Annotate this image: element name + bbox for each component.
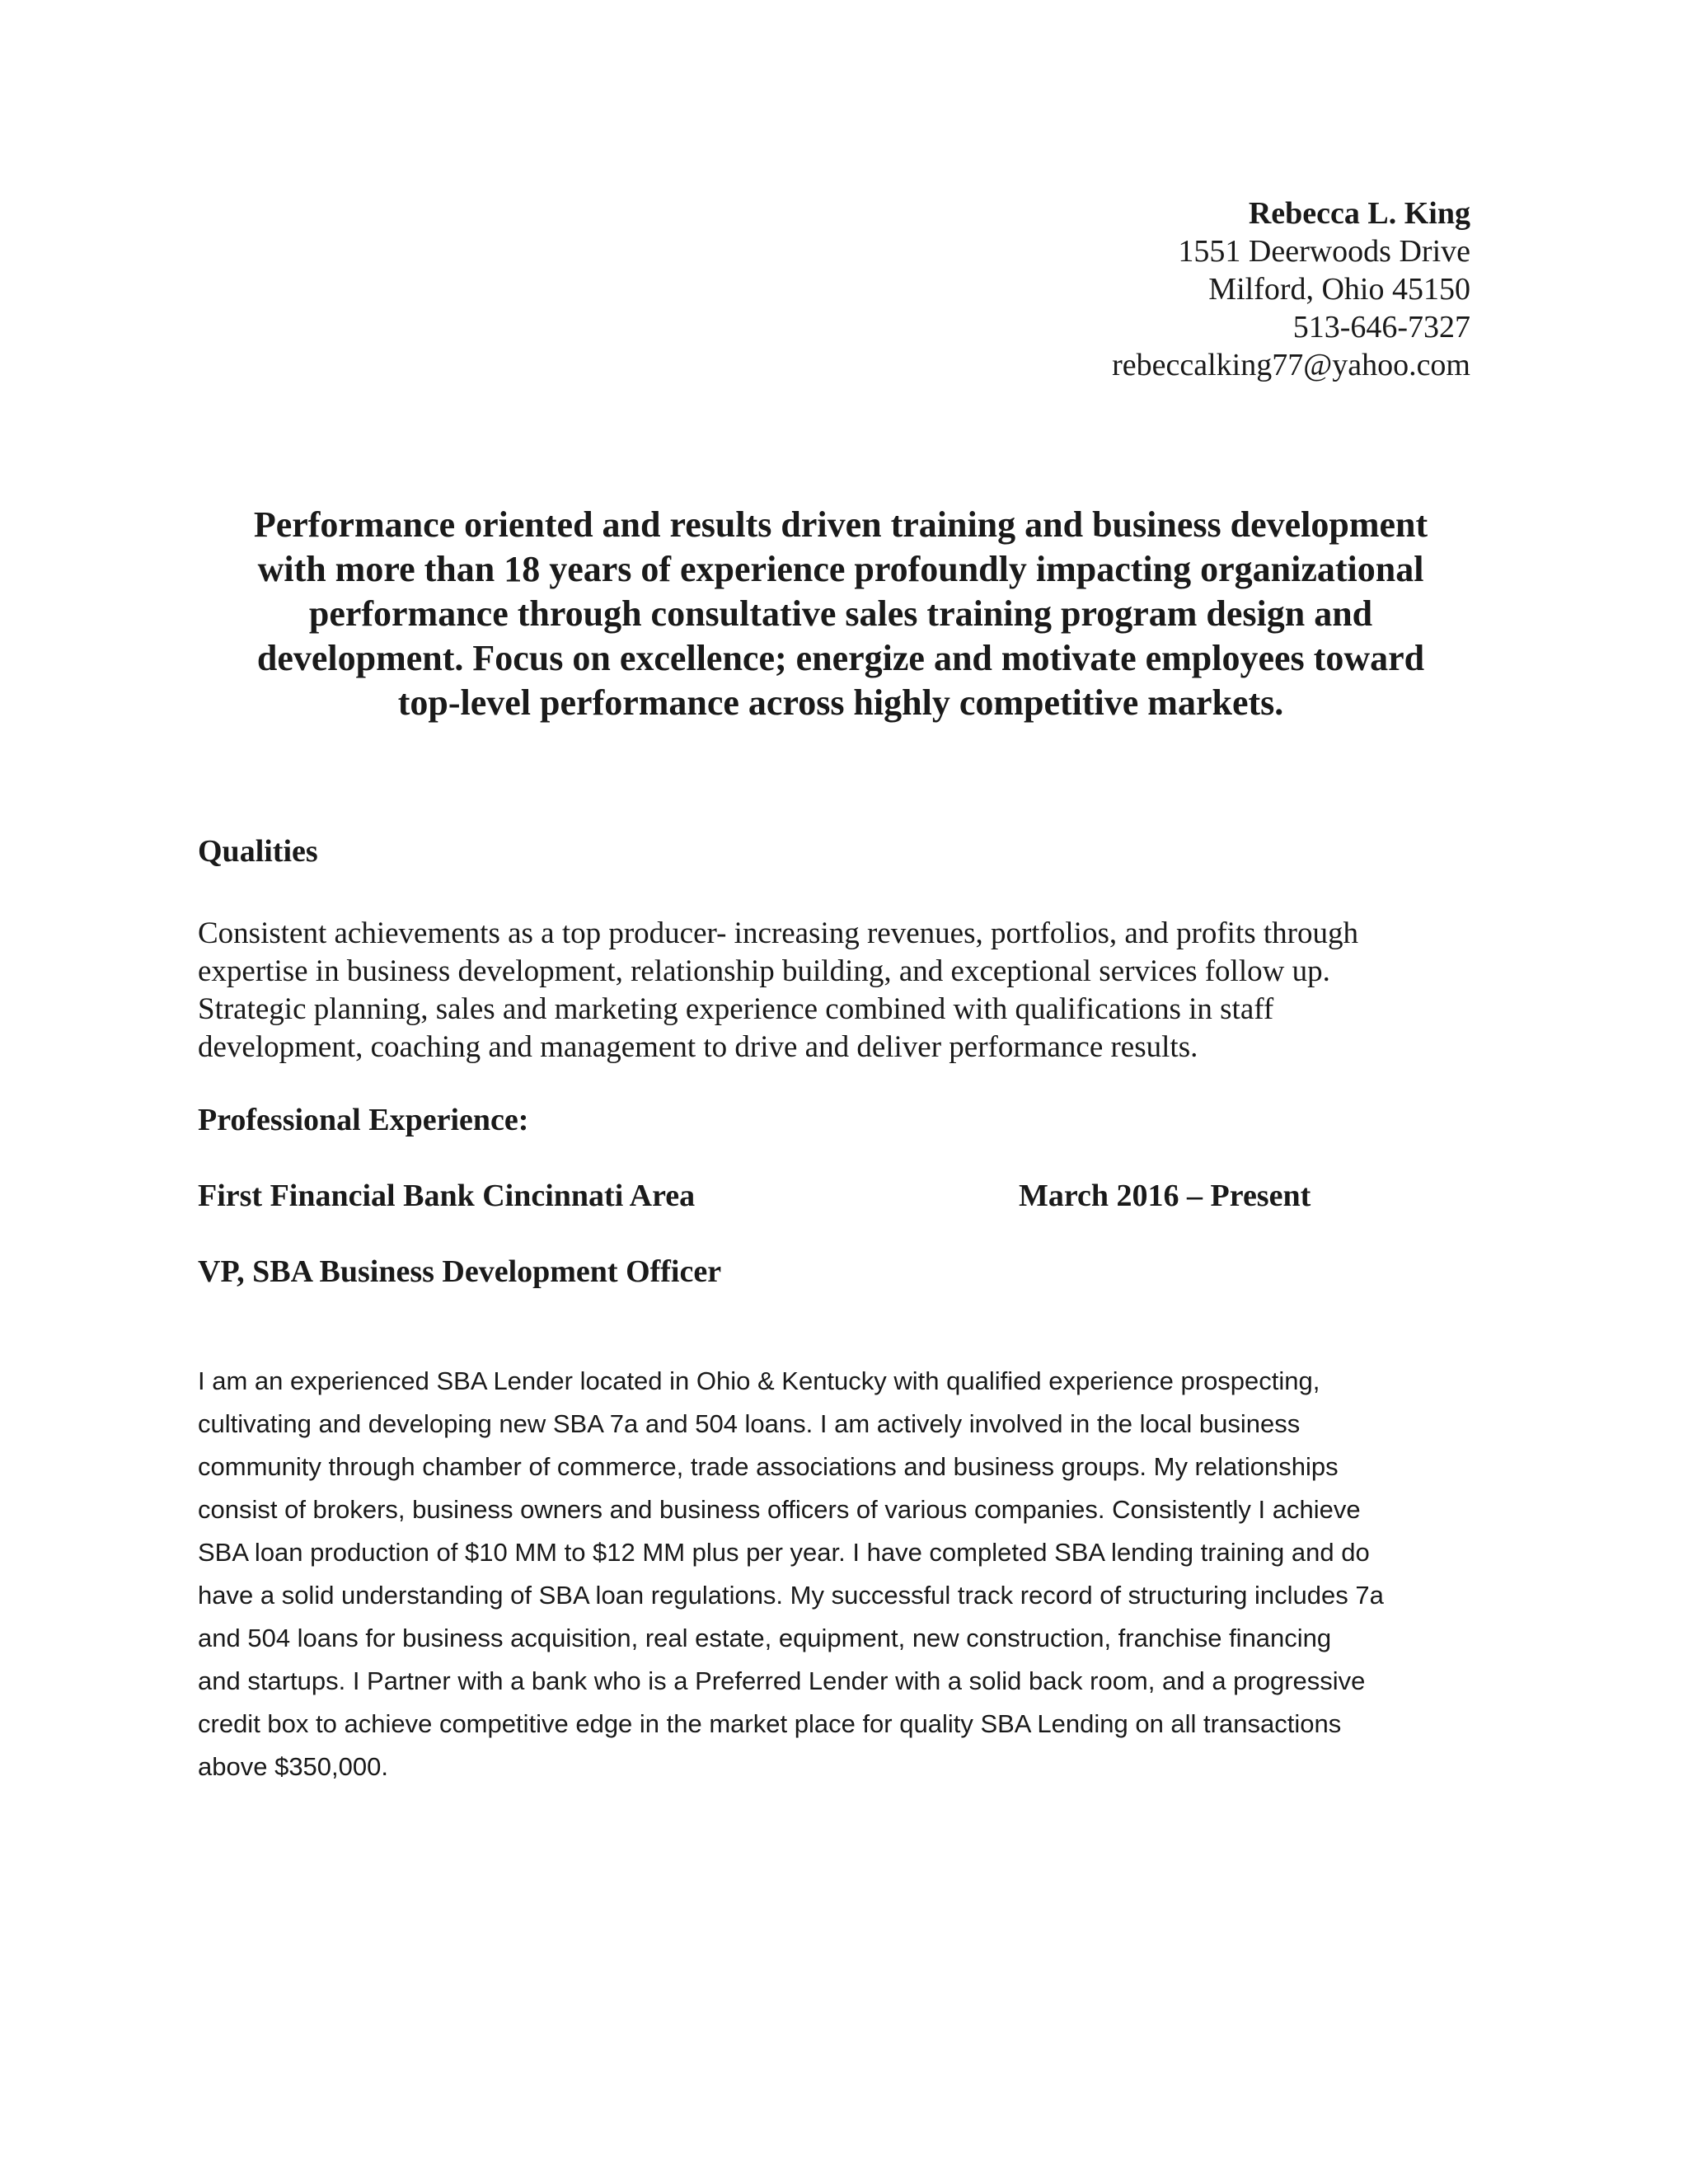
contact-street: 1551 Deerwoods Drive: [1178, 234, 1470, 269]
summary-line: performance through consultative sales training program design and: [308, 593, 1373, 634]
qualities-body: [198, 915, 1451, 1066]
contact-city-state-zip: Milford, Ohio 45150: [1208, 272, 1470, 307]
job-title: VP, SBA Business Development Officer: [198, 1254, 722, 1289]
summary-line: development. Focus on excellence; energize and motivate employees toward: [256, 638, 1425, 678]
description-line: and startups. I Partner with a bank who is a Preferred Lender with a solid back room, and a progressive: [198, 1666, 1366, 1695]
description-line: SBA loan production of $10 MM to $12 MM plus per year. I have completed SBA lending training and do: [198, 1538, 1370, 1567]
summary-line: with more than 18 years of experience profoundly impacting organizational: [257, 549, 1424, 589]
company-name: First Financial Bank Cincinnati Area: [198, 1179, 696, 1213]
qualities-line: Strategic planning, sales and marketing experience combined with qualifications in staff: [198, 992, 1274, 1026]
qualities-line: development, coaching and management to drive and deliver performance results.: [198, 1030, 1198, 1064]
contact-name: Rebecca L. King: [1248, 196, 1470, 231]
contact-phone: 513-646-7327: [1292, 310, 1470, 344]
description-line: consist of brokers, business owners and business officers of various companies. Consistently I achieve: [198, 1495, 1361, 1524]
job-description: [198, 1360, 1484, 1788]
summary-line: Performance oriented and results driven training and business development: [253, 504, 1428, 545]
contact-block: [1112, 194, 1470, 384]
description-line: credit box to achieve competitive edge in the market place for quality SBA Lending on all transactions: [198, 1709, 1342, 1738]
description-line: community through chamber of commerce, trade associations and business groups. My relationships: [198, 1452, 1339, 1481]
description-line: cultivating and developing new SBA 7a and 504 loans. I am actively involved in the local business: [198, 1409, 1301, 1438]
employment-dates: March 2016 – Present: [1019, 1179, 1311, 1213]
qualities-heading: Qualities: [198, 834, 318, 869]
summary-headline: [198, 503, 1484, 725]
experience-heading: Professional Experience:: [198, 1103, 529, 1137]
summary-line: top-level performance across highly competitive markets.: [397, 682, 1284, 723]
description-line: have a solid understanding of SBA loan regulations. My successful track record of structuring includes 7a: [198, 1581, 1384, 1610]
description-line: above $350,000.: [198, 1752, 388, 1781]
contact-email: rebeccalking77@yahoo.com: [1112, 348, 1470, 382]
description-line: I am an experienced SBA Lender located in Ohio & Kentucky with qualified experience prospecting,: [198, 1366, 1320, 1395]
qualities-line: Consistent achievements as a top producer- increasing revenues, portfolios, and profits through: [198, 916, 1358, 950]
description-line: and 504 loans for business acquisition, real estate, equipment, new construction, franchise financing: [198, 1624, 1332, 1652]
qualities-line: expertise in business development, relationship building, and exceptional services follow up.: [198, 954, 1330, 988]
